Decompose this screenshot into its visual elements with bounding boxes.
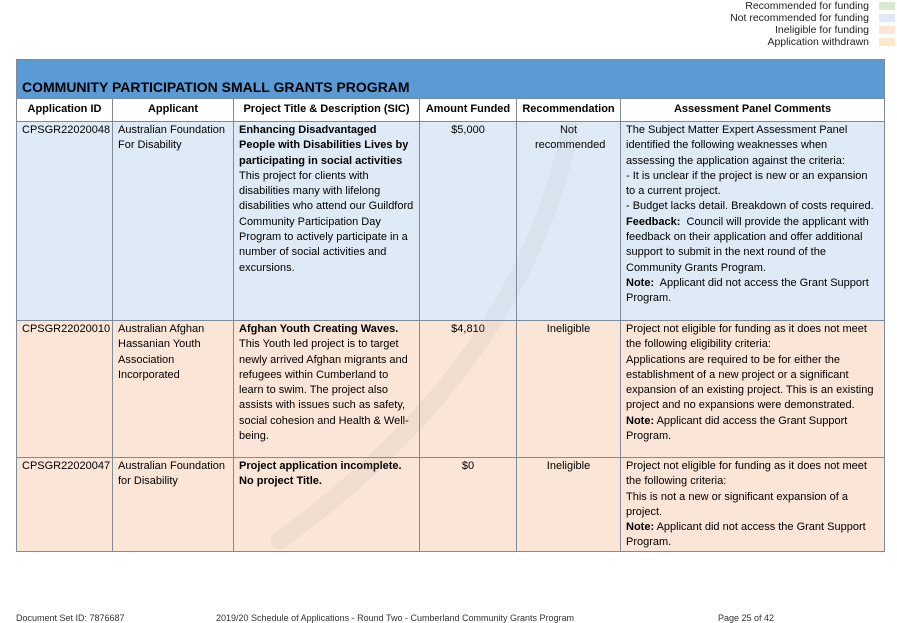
column-header-project: Project Title & Description (SIC) <box>234 99 420 122</box>
feedback-text: Council will provide the applicant with feedback on their application and offer additional support to submit in the next round of the Community Grants Program. <box>626 215 869 274</box>
column-header-comments: Assessment Panel Comments <box>621 99 885 122</box>
application-id: CPSGR22020047 <box>17 458 113 552</box>
column-header-recommendation: Recommendation <box>517 99 621 122</box>
legend-swatch <box>879 38 895 46</box>
legend-label: Recommended for funding <box>745 0 869 12</box>
applicant-name: Australian Foundation for Disability <box>113 458 234 552</box>
project-cell <box>234 122 420 321</box>
comment-body: This is not a new or significant expansion of a project. <box>626 490 848 518</box>
page-number: Page 25 of 42 <box>718 613 775 623</box>
note-label: Note: <box>626 276 655 289</box>
panel-comments <box>621 122 885 321</box>
comment-intro: Project not eligible for funding as it does not meet the following criteria: <box>626 460 867 488</box>
legend-swatch <box>879 2 895 10</box>
note-text: Applicant did not access the Grant Support Program. <box>626 521 866 549</box>
amount-funded: $4,810 <box>420 321 517 458</box>
program-title: COMMUNITY PARTICIPATION SMALL GRANTS PROGRAM <box>17 60 885 99</box>
legend-swatch <box>879 26 895 34</box>
legend-item-withdrawn <box>637 36 897 48</box>
grants-table <box>16 59 885 552</box>
table-row <box>17 122 885 321</box>
amount-funded: $0 <box>420 458 517 552</box>
note-text: Applicant did not access the Grant Support Program. <box>626 276 869 305</box>
legend-item-not-recommended <box>637 12 897 24</box>
project-title: Project application incomplete. No project Title. <box>234 458 420 552</box>
project-title: Afghan Youth Creating Waves. <box>239 323 399 335</box>
project-title: Enhancing Disadvantaged People with Disabilities Lives by participating in social activities <box>239 124 409 167</box>
table-row <box>17 458 885 552</box>
document-title: 2019/20 Schedule of Applications - Round Two - Cumberland Community Grants Program <box>216 613 575 623</box>
project-cell <box>234 321 420 458</box>
column-header-amount: Amount Funded <box>420 99 517 122</box>
legend-label: Not recommended for funding <box>730 12 869 24</box>
applicant-name: Australian Afghan Hassanian Youth Association Incorporated <box>113 321 234 458</box>
recommendation: Not recommended <box>517 122 621 321</box>
comment-point: - It is unclear if the project is new or an expansion to a current project. <box>626 169 868 198</box>
funding-legend <box>637 0 897 48</box>
feedback-paragraph <box>626 215 879 276</box>
feedback-label: Feedback: <box>626 215 681 228</box>
applicant-name: Australian Foundation For Disability <box>113 122 234 321</box>
project-description: This Youth led project is to target newly arrived Afghan migrants and refugees within Cumberland to learn to swim. The project also assists with issues such as safety, social cohesion and Health & Well-being. <box>239 338 409 443</box>
note-text: Applicant did access the Grant Support Program. <box>626 414 848 443</box>
legend-item-recommended <box>637 0 897 12</box>
note-paragraph <box>626 414 879 445</box>
legend-label: Application withdrawn <box>767 36 869 48</box>
document-set-id: Document Set ID: 7876687 <box>16 613 125 623</box>
legend-item-ineligible <box>637 24 897 36</box>
recommendation: Ineligible <box>517 458 621 552</box>
legend-swatch <box>879 14 895 22</box>
note-label: Note: <box>626 414 655 427</box>
application-id: CPSGR22020010 <box>17 321 113 458</box>
legend-label: Ineligible for funding <box>775 24 869 36</box>
project-description: This project for clients with disabilities many with lifelong disabilities who attend our Guildford Community Participation Day Program to actively participate in a number of social activities and excursions. <box>239 169 414 274</box>
amount-funded: $5,000 <box>420 122 517 321</box>
comment-intro: Project not eligible for funding as it does not meet the following eligibility criteria: <box>626 323 867 351</box>
table-row <box>17 321 885 458</box>
application-id: CPSGR22020048 <box>17 122 113 321</box>
comment-point: - Budget lacks detail. Breakdown of costs required. <box>626 200 874 213</box>
column-header-application-id: Application ID <box>17 99 113 122</box>
note-paragraph <box>626 520 879 551</box>
column-header-applicant: Applicant <box>113 99 234 122</box>
comment-intro: The Subject Matter Expert Assessment Panel identified the following weaknesses when assessing the application against the criteria: <box>626 124 848 167</box>
table-header-row <box>17 99 885 122</box>
recommendation: Ineligible <box>517 321 621 458</box>
note-label: Note: <box>626 521 655 534</box>
panel-comments <box>621 321 885 458</box>
comment-body: Applications are required to be for either the establishment of a new project or a significant expansion of an existing project. This is an existing project and no expansions were demonstrated. <box>626 353 874 412</box>
note-paragraph <box>626 276 879 307</box>
panel-comments <box>621 458 885 552</box>
